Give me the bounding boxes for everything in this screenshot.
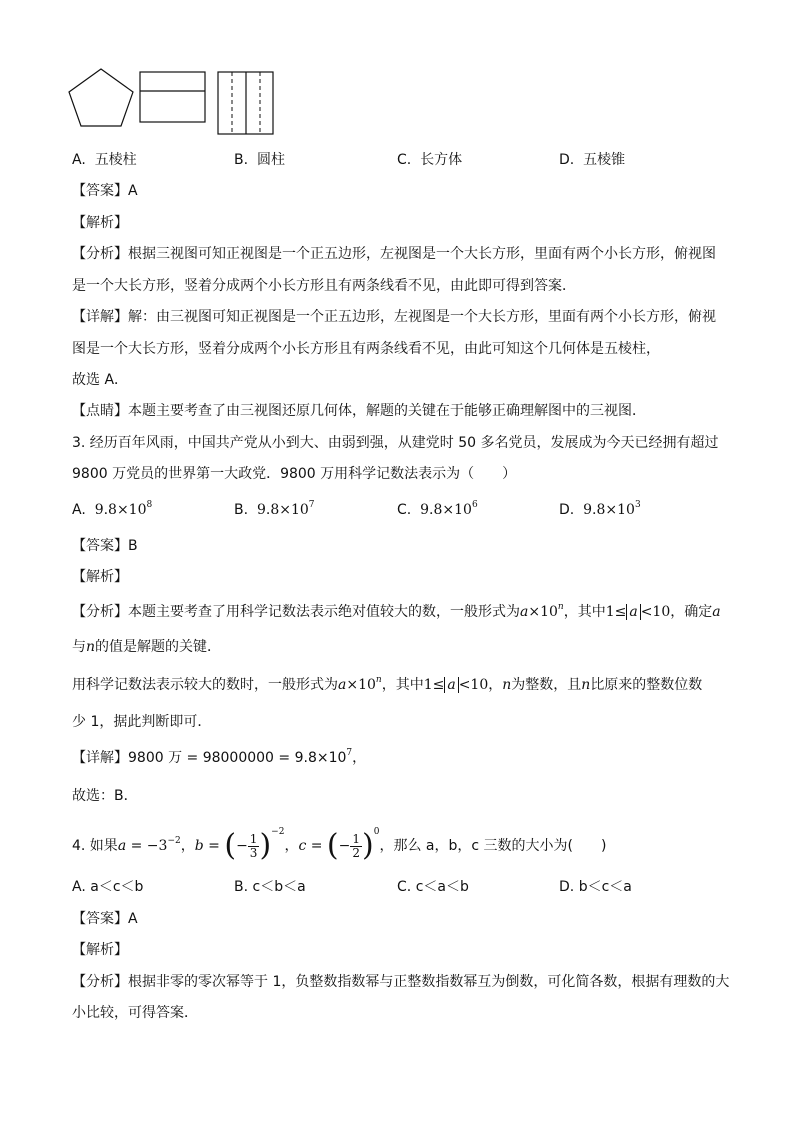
q2-option-b: B. 圆柱 (234, 152, 285, 168)
q3-analysis-line-2: 与n的值是解题的关键． (72, 639, 222, 655)
q2-answer: 【答案】A (72, 183, 138, 199)
q3-analysis-line-1: 【分析】本题主要考查了用科学记数法表示绝对值较大的数，一般形式为$a\times 10^n$，其中1≤ a <10，确定a (72, 602, 721, 620)
q2-analysis-line-1: 【分析】根据三视图可知正视图是一个正五边形，左视图是一个大长方形，里面有两个小长方形，俯视图 (72, 246, 716, 262)
q2-detail-line-2: 图是一个大长方形，竖着分成两个小长方形且有两条线看不见，由此可知这个几何体是五棱柱， (72, 341, 660, 357)
q2-remark: 【点睛】本题主要考查了由三视图还原几何体，解题的关键在于能够正确理解图中的三视图． (72, 403, 646, 419)
q3-option-d: D. $9.8\times 10^3$ (559, 500, 641, 518)
q2-conclusion: 故选 A． (72, 372, 129, 388)
q3-option-b: B. $9.8\times 10^7$ (234, 500, 315, 518)
q2-analysis-line-2: 是一个大长方形，竖着分成两个小长方形且有两条线看不见，由此即可得到答案． (72, 278, 576, 294)
pentagon-front-view (69, 69, 133, 126)
q3-method-line-2: 少 1，据此判断即可． (72, 714, 212, 730)
q3-detail: 【详解】9800 万 = $98000000 = 9.8\times 10^7$， (72, 748, 367, 766)
q4-analysis-line-2: 小比较，可得答案． (72, 1005, 198, 1021)
q4-analysis-line-1: 【分析】根据非零的零次幂等于 1，负整数指数幂与正整数指数幂互为倒数，可化简各数，根据有理数的大 (72, 974, 730, 990)
q3-stem-line-1: 3. 经历百年风雨，中国共产党从小到大、由弱到强，从建党时 50 多名党员，发展成为今天已经拥有超过 (72, 435, 719, 451)
rectangle-side-view (140, 72, 205, 122)
q3-answer: 【答案】B (72, 538, 138, 554)
q2-option-a: A. 五棱柱 (72, 152, 137, 168)
q4-jiexi-heading: 【解析】 (72, 942, 128, 958)
q3-conclusion: 故选：B． (72, 788, 138, 804)
q3-option-a: A. $9.8\times 10^8$ (72, 500, 153, 518)
q2-option-c: C. 长方体 (397, 152, 463, 168)
q4-option-d: D. b＜c＜a (559, 879, 632, 895)
q4-option-b: B. c＜b＜a (234, 879, 306, 895)
q2-detail-line-1: 【详解】解：由三视图可知正视图是一个正五边形，左视图是一个大长方形，里面有两个小长方形，俯视 (72, 309, 716, 325)
q3-option-c: C. $9.8\times 10^6$ (397, 500, 478, 518)
q4-stem: 4. 如果$a = -3^{-2}$，b = (− $\frac{1}{3}$ )$^{-2}$，c = (− $\frac{1}{2}$ )$^0$，那么 a，b，c 三数的大小为( ) (72, 827, 607, 863)
three-view-figure (66, 64, 281, 140)
q3-jiexi-heading: 【解析】 (72, 569, 128, 585)
q4-answer: 【答案】A (72, 911, 138, 927)
q4-option-a: A. a＜c＜b (72, 879, 144, 895)
q4-option-c: C. c＜a＜b (397, 879, 469, 895)
q2-option-d: D. 五棱锥 (559, 152, 626, 168)
q2-jiexi-heading: 【解析】 (72, 215, 128, 231)
q3-stem-line-2: 9800 万党员的世界第一大政党．9800 万用科学记数法表示为（ ） (72, 466, 517, 482)
q3-method-line-1: 用科学记数法表示较大的数时，一般形式为$a\times 10^n$，其中1≤ a <10，n为整数，且n比原来的整数位数 (72, 675, 703, 693)
